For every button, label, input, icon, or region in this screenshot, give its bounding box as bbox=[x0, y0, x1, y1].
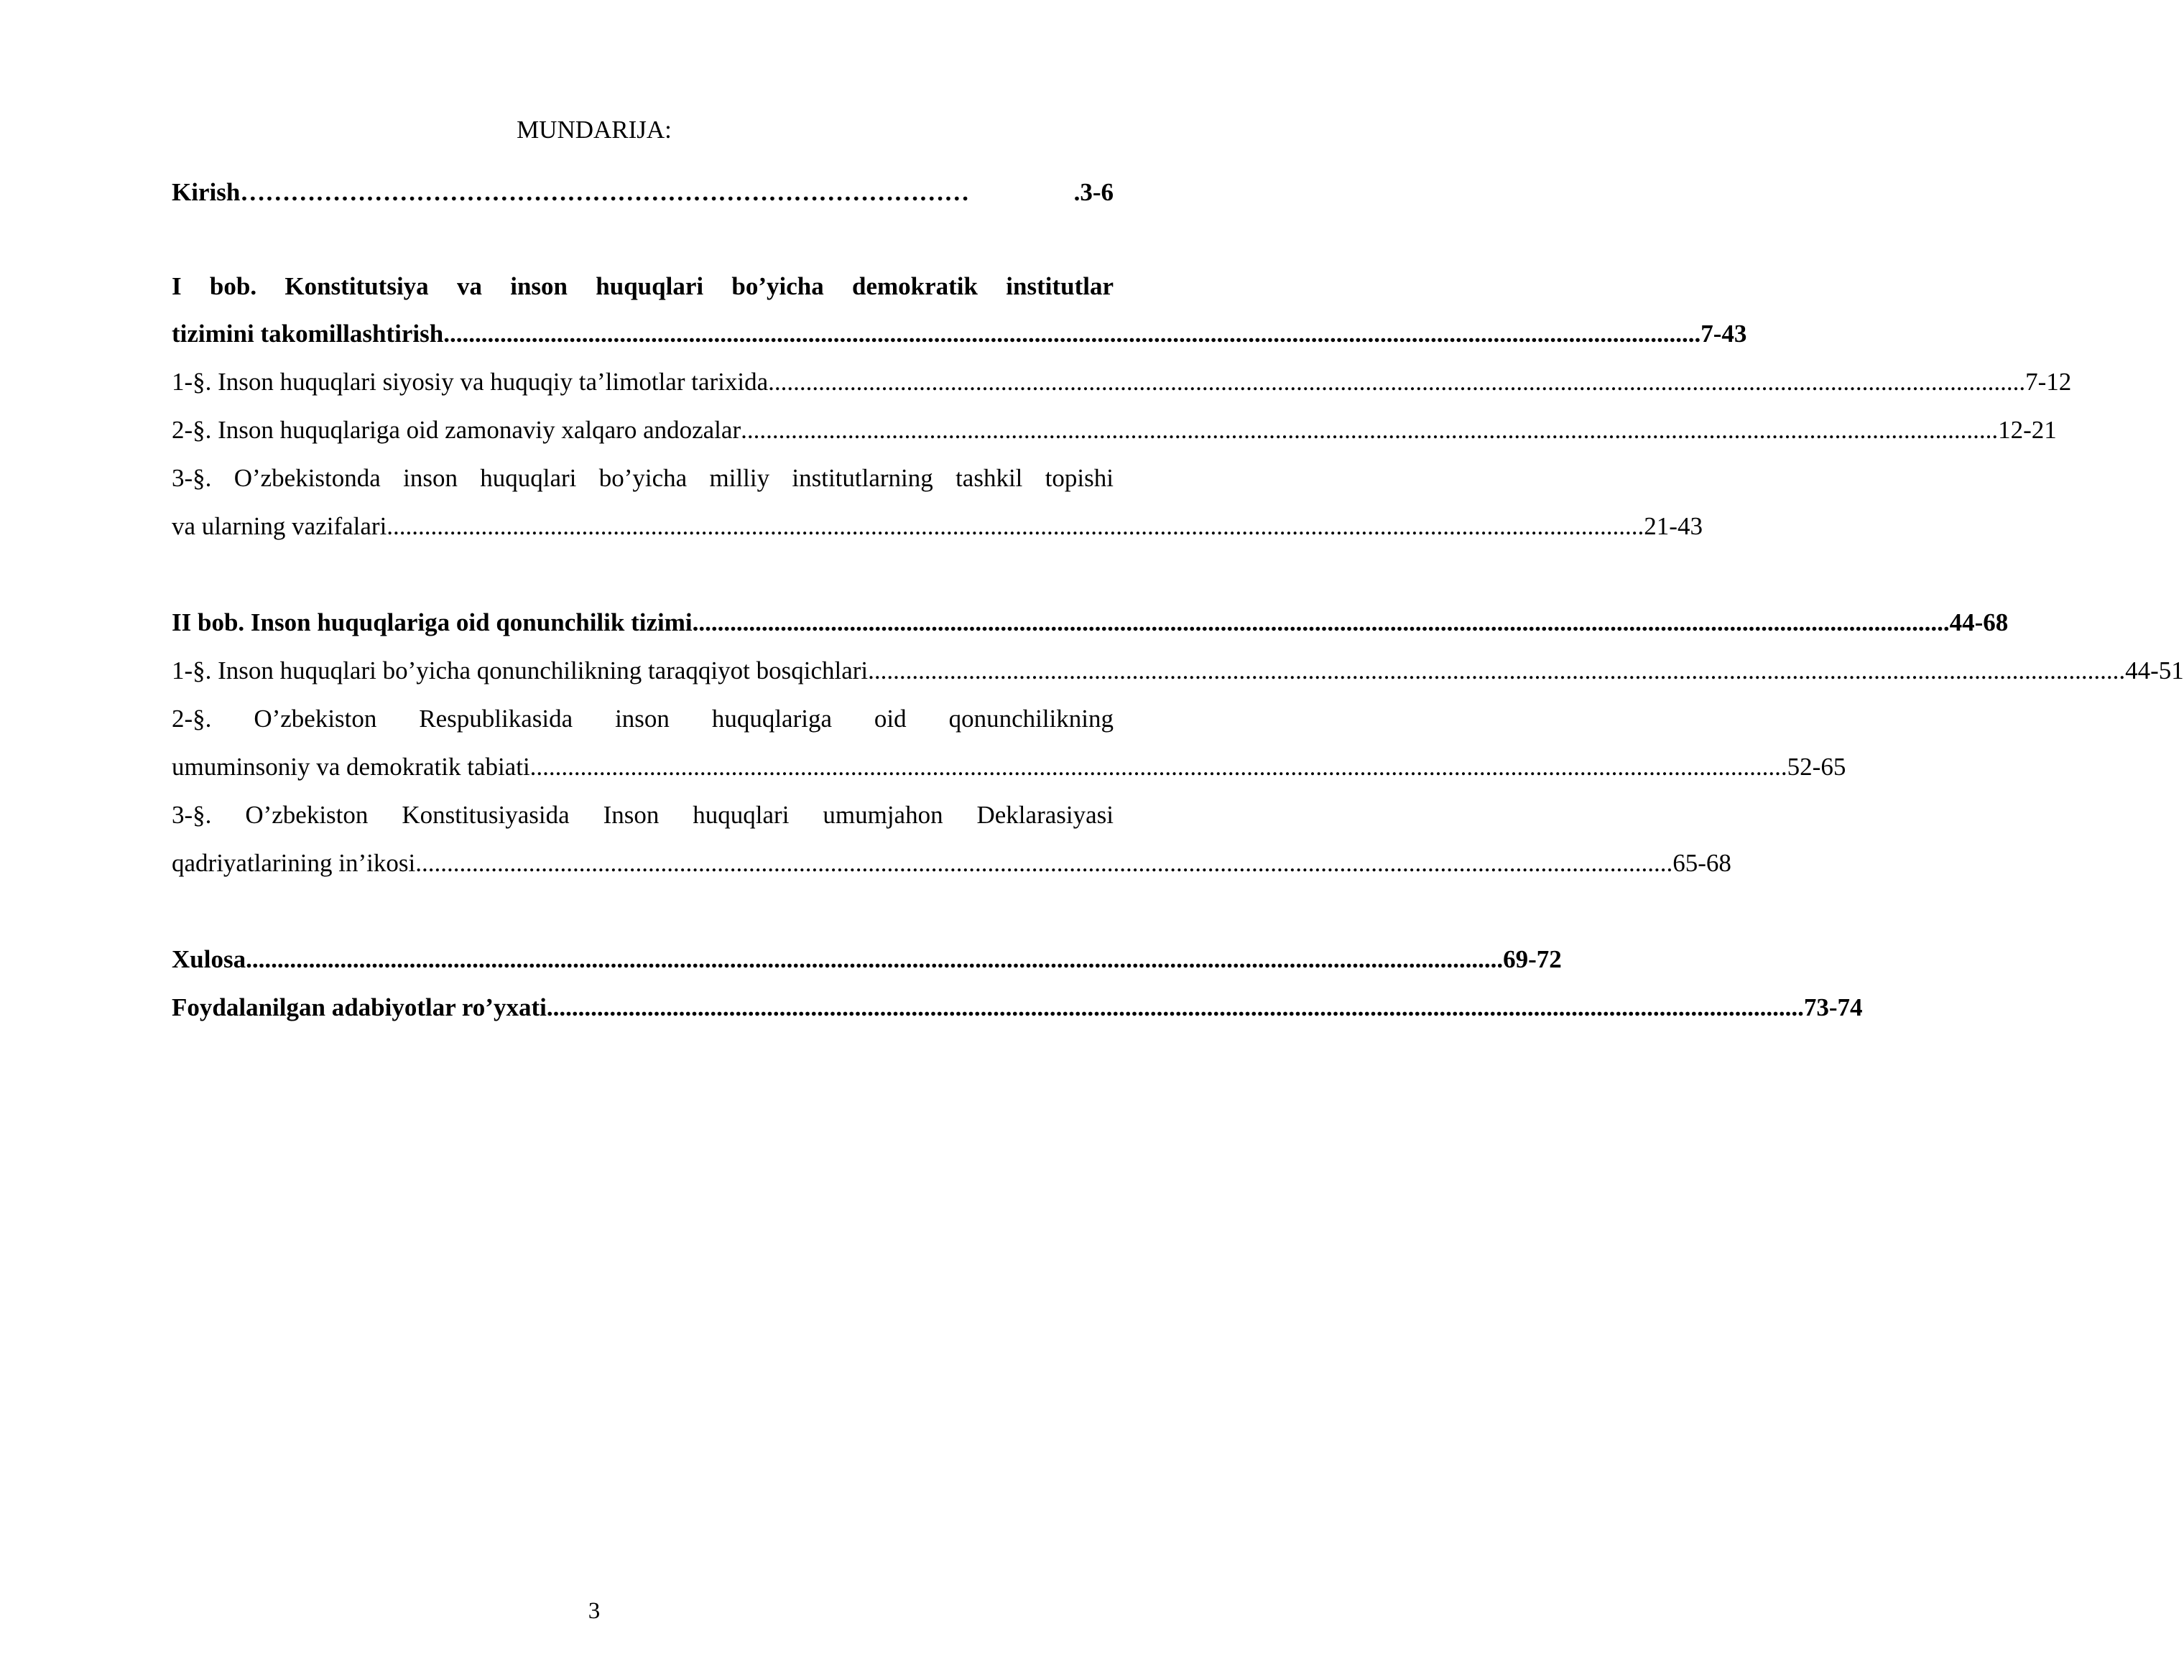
toc-leader-dots: ........................................................................................................................................................................................................ bbox=[529, 753, 1787, 781]
toc-entry-text: Kirish bbox=[172, 178, 241, 206]
toc-leader-dots: ........................................................................................................................................................................................................ bbox=[868, 656, 2126, 684]
toc-entry-bob1-line1: I bob. Konstitutsiya va inson huquqlari bo’yicha demokratik institutlar bbox=[172, 272, 1114, 300]
toc-leader-dots: ........................................................................................................................................................................................................ bbox=[546, 993, 1804, 1021]
toc-entry-kirish bbox=[172, 169, 1114, 216]
toc-entry-s2-1 bbox=[172, 647, 2184, 695]
toc-leader-dots: ........................................................................................................................................................................................................ bbox=[741, 416, 1999, 444]
toc-leader-dots: ........................................................................................................................................................................................................ bbox=[387, 512, 1644, 540]
toc-entry-s2-3-line1: 3-§. O’zbekiston Konstitusiyasida Inson huquqlari umumjahon Deklarasiyasi bbox=[172, 801, 1114, 829]
toc-entry-pages: .3-6 bbox=[1073, 178, 1114, 206]
toc-entry-pages: 69-72 bbox=[1503, 945, 1562, 973]
toc-entry-pages: 21-43 bbox=[1644, 512, 1703, 540]
toc-entry-adabiyot bbox=[172, 984, 1863, 1031]
toc-entry-s1-3 bbox=[172, 503, 1703, 550]
toc-entry-pages: 7-12 bbox=[2025, 368, 2072, 396]
toc-entry-text: va ularning vazifalari bbox=[172, 512, 387, 540]
toc-entry-text: umuminsoniy va demokratik tabiati bbox=[172, 753, 530, 781]
toc-entry-text: Foydalanilgan adabiyotlar ro’yxati bbox=[172, 993, 547, 1021]
toc-entry-text: II bob. Inson huquqlariga oid qonunchilik tizimi bbox=[172, 608, 693, 636]
toc-entry-pages: 52-65 bbox=[1787, 753, 1846, 781]
toc-entry-pages: 65-68 bbox=[1672, 849, 1731, 877]
toc-leader-dots: …………………………………………………………………………… bbox=[240, 178, 970, 206]
toc-leader-dots: ........................................................................................................................................................................................................ bbox=[246, 945, 1504, 973]
toc-entry-pages: 12-21 bbox=[1998, 416, 2057, 444]
toc-leader-dots: ........................................................................................................................................................................................................ bbox=[415, 849, 1673, 877]
toc-leader-dots: ........................................................................................................................................................................................................ bbox=[768, 368, 2026, 396]
toc-entry-text: 2-§. Inson huquqlariga oid zamonaviy xalqaro andozalar bbox=[172, 416, 741, 444]
toc-entry-text: tizimini takomillashtirish bbox=[172, 320, 444, 348]
toc-entry-text: Xulosa bbox=[172, 945, 246, 973]
page-number: 3 bbox=[588, 1598, 601, 1624]
toc-entry-s2-2 bbox=[172, 743, 1846, 791]
toc-entry-s1-1 bbox=[172, 358, 2072, 406]
toc-entry-s1-2 bbox=[172, 407, 2057, 454]
toc-entry-s2-3 bbox=[172, 840, 1731, 887]
toc-entry-pages: 7-43 bbox=[1701, 320, 1747, 348]
toc-leader-dots: ........................................................................................................................................................................................................ bbox=[443, 320, 1701, 348]
toc-entry-text: qadriyatlarining in’ikosi bbox=[172, 849, 416, 877]
toc-entry-pages: 44-68 bbox=[1949, 608, 2009, 636]
toc-entry-xulosa bbox=[172, 936, 1562, 983]
toc-entry-pages: 73-74 bbox=[1803, 993, 1863, 1021]
toc-entry-bob2 bbox=[172, 599, 2009, 646]
toc-entry-s2-2-line1: 2-§. O’zbekiston Respublikasida inson huquqlariga oid qonunchilikning bbox=[172, 705, 1114, 733]
toc-entry-text: 1-§. Inson huquqlari siyosiy va huquqiy ta’limotlar tarixida bbox=[172, 368, 769, 396]
toc-entry-pages: 44-51 bbox=[2125, 656, 2184, 684]
toc-entry-text: 1-§. Inson huquqlari bo’yicha qonunchilikning taraqqiyot bosqichlari bbox=[172, 656, 869, 684]
toc-entry-bob1 bbox=[172, 310, 1747, 358]
page-title: MUNDARIJA: bbox=[517, 116, 672, 144]
toc-entry-s1-3-line1: 3-§. O’zbekistonda inson huquqlari bo’yicha milliy institutlarning tashkil topishi bbox=[172, 464, 1114, 492]
toc-leader-dots: ........................................................................................................................................................................................................ bbox=[692, 608, 1950, 636]
